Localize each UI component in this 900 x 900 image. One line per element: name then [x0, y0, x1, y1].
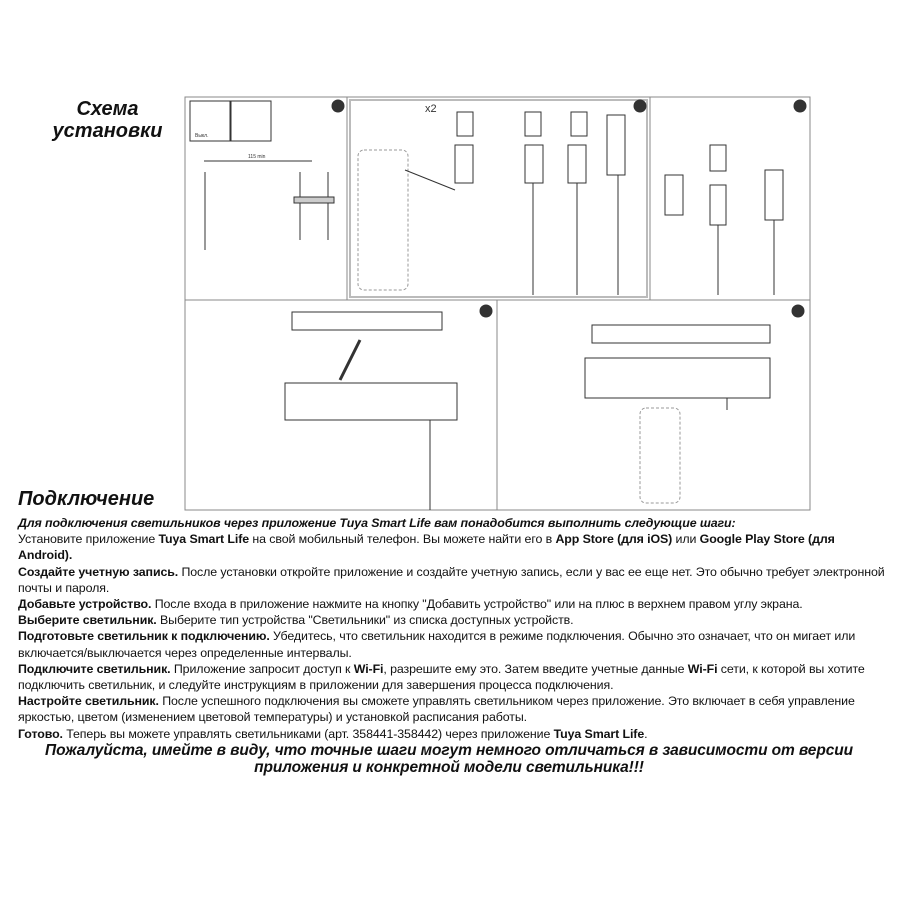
- panel-4-drawing: [285, 312, 457, 510]
- panel-2-drawing: [358, 112, 625, 295]
- step: Готово. Теперь вы можете управлять светильниками (арт. 358441-358442) через приложение Tuya Smart Life.: [18, 726, 648, 741]
- title-line: установки: [52, 120, 163, 142]
- step-number: 4: [482, 306, 490, 318]
- step-number: 1: [334, 101, 342, 113]
- dimension-label: 115 min: [248, 154, 266, 160]
- switch-label: Выкл.: [195, 133, 209, 139]
- panel-3-drawing: [665, 145, 783, 295]
- title-line: Схема: [76, 98, 139, 120]
- panel-5-drawing: [585, 325, 770, 503]
- disclaimer-note: Пожалуйста, имейте в виду, что точные шаги могут немного отличаться в зависимости от версии приложения и конкретной модели светильника!!!: [45, 741, 853, 776]
- step: Добавьте устройство. После входа в приложение нажмите на кнопку "Добавить устройство" или на плюс в верхнем правом углу экрана.: [18, 597, 803, 612]
- connection-title: Подключение: [18, 488, 155, 510]
- step: Установите приложение Tuya Smart Life на свой мобильный телефон. Вы можете найти его в App Store (для iOS) или Google Play Store (для Android).: [18, 532, 835, 563]
- intro: Для подключения светильников через приложение Tuya Smart Life вам понадобится выполнить следующие шаги:: [18, 516, 736, 530]
- connection-instructions: [18, 515, 888, 776]
- step-number: 3: [796, 101, 804, 113]
- step: Выберите светильник. Выберите тип устройства "Светильники" из списка доступных устройств.: [18, 613, 574, 628]
- step: Создайте учетную запись. После установки откройте приложение и создайте учетную запись, если у вас ее еще нет. Это обычно требует электронной почты и пароля.: [18, 564, 885, 595]
- panel-1-drawing: [190, 101, 334, 250]
- step-number: 5: [794, 306, 802, 318]
- step-number: 2: [636, 101, 644, 113]
- step: Подготовьте светильник к подключению. Убедитесь, что светильник находится в режиме подключения. Обычно это означает, что он мигает или включается/выключается через определенные интервалы.: [18, 629, 856, 660]
- step: Подключите светильник. Приложение запросит доступ к Wi-Fi, разрешите ему это. Затем введите учетные данные Wi-Fi сети, к которой вы хотите подключить светильник, и следуйте инструкциям в приложении для завершения процесса подключения.: [18, 661, 865, 693]
- panel-frames: [185, 97, 810, 510]
- count-label: x2: [425, 103, 437, 115]
- step: Настройте светильник. После успешного подключения вы сможете управлять светильником через приложение. Это включает в себя управление яркостью, цветом (изменением цветовой температуры) и установкой расписания работы.: [18, 694, 855, 725]
